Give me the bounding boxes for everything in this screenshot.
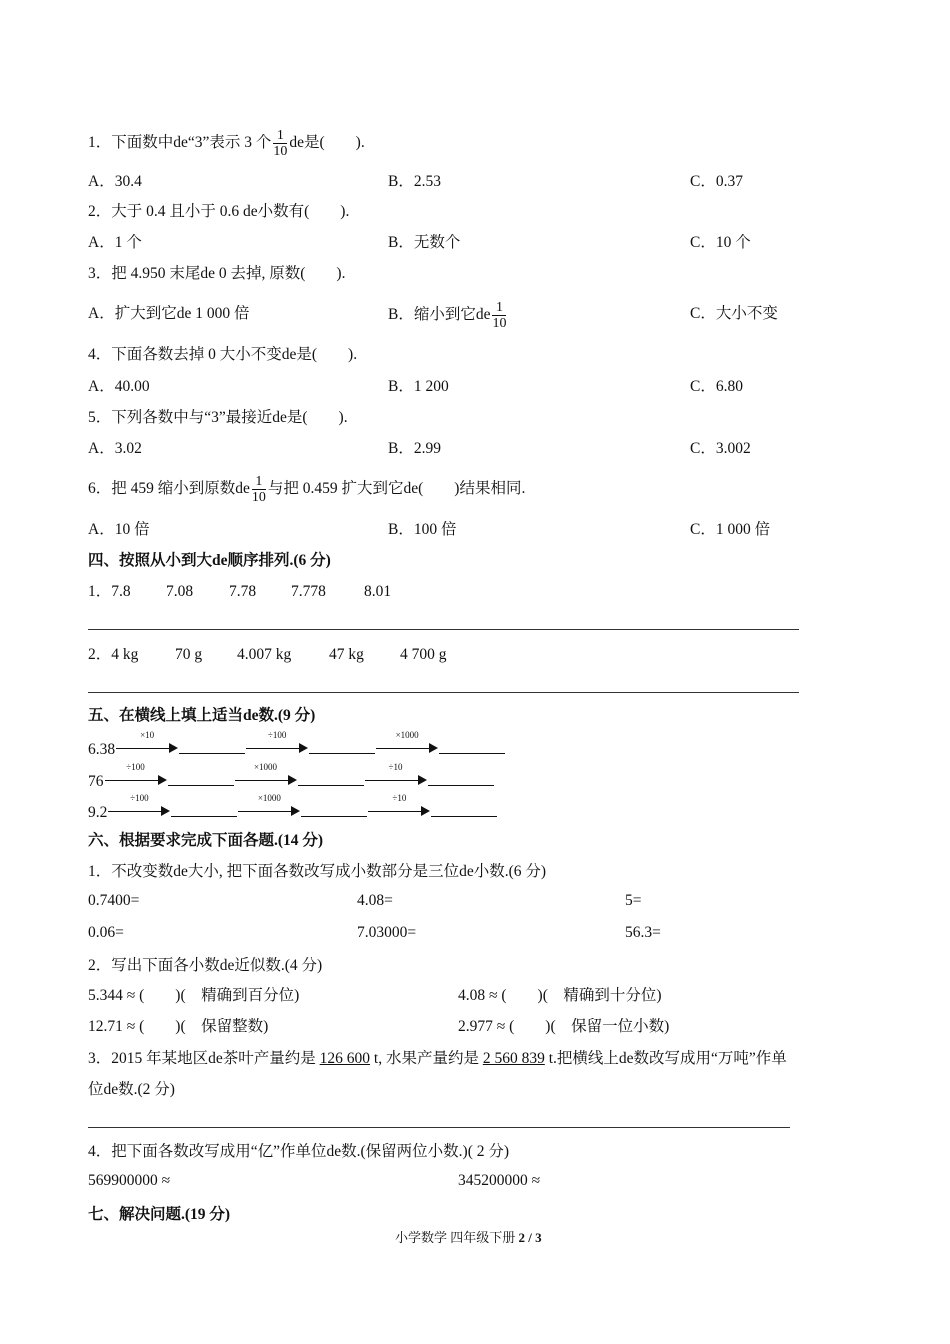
s5-chain-1 xyxy=(88,730,505,760)
s5-chain-2 xyxy=(88,762,494,792)
s4-row2-item: 2．4 kg xyxy=(88,646,139,663)
arrow-label: ×1000 xyxy=(395,730,419,740)
page-footer xyxy=(395,1228,542,1248)
s4-row2-item: 70 g xyxy=(175,646,203,663)
fraction-denominator: 10 xyxy=(492,315,507,331)
s6-part2-item: 4.08 ≈ ( )( 精确到十分位) xyxy=(458,987,662,1004)
q4-option-b: B．1 200 xyxy=(388,378,449,395)
fill-blank[interactable] xyxy=(309,739,375,754)
fill-blank[interactable] xyxy=(439,739,505,754)
q6-option-b: B．100 倍 xyxy=(388,521,457,538)
s6-part1-item: 56.3= xyxy=(625,924,661,941)
q1-fraction xyxy=(273,128,287,159)
q4-stem: 4．下面各数去掉 0 大小不变de是( ). xyxy=(88,346,358,363)
s4-row1-item: 1．7.8 xyxy=(88,583,131,600)
arrow-right-icon xyxy=(116,730,178,754)
q1-option-b: B．2.53 xyxy=(388,173,441,190)
arrow-right-icon xyxy=(368,793,430,817)
q3-option-b xyxy=(388,298,508,332)
s4-row1-item: 7.778 xyxy=(291,583,326,600)
s4-answer-line-1[interactable] xyxy=(88,629,799,630)
s6-part3-text xyxy=(88,1049,787,1069)
s6-part1-item: 7.03000= xyxy=(357,924,417,941)
p3-text-a: 3．2015 年某地区de茶叶产量约是 xyxy=(88,1050,320,1067)
fraction-numerator: 1 xyxy=(492,300,506,316)
fill-blank[interactable] xyxy=(171,802,237,817)
arrow-right-icon xyxy=(235,762,297,786)
s4-row1-item: 8.01 xyxy=(364,583,392,600)
section-4-title: 四、按照从小到大de顺序排列.(6 分) xyxy=(88,552,331,569)
s6-part2-text: 2．写出下面各小数de近似数.(4 分) xyxy=(88,957,323,974)
s6-part3-answer-line[interactable] xyxy=(88,1127,790,1128)
footer-label: 小学数学 四年级下册 xyxy=(395,1230,519,1245)
s5-chain-3 xyxy=(88,793,497,823)
arrow-label: ×1000 xyxy=(257,793,281,803)
fill-blank[interactable] xyxy=(301,802,367,817)
arrow-label: ÷100 xyxy=(130,793,149,803)
s6-part1-item: 0.06= xyxy=(88,924,124,941)
fill-blank[interactable] xyxy=(298,771,364,786)
chain-start: 76 xyxy=(88,773,104,790)
chain-start: 6.38 xyxy=(88,741,116,758)
page-number: 2 / 3 xyxy=(518,1230,542,1245)
s6-part4-item: 569900000 ≈ xyxy=(88,1172,171,1189)
q3-option-c: C．大小不变 xyxy=(690,305,778,322)
s6-part3-text-2: 位de数.(2 分) xyxy=(88,1081,175,1098)
fill-blank[interactable] xyxy=(431,802,497,817)
p3-fruit-number: 2 560 839 xyxy=(482,1050,545,1067)
s6-part1-item: 0.7400= xyxy=(88,892,140,909)
s4-row2-item: 4 700 g xyxy=(400,646,447,663)
s6-part1-text: 1．不改变数de大小, 把下面各数改写成小数部分是三位de小数.(6 分) xyxy=(88,863,547,880)
q3-stem: 3．把 4.950 末尾de 0 去掉, 原数( ). xyxy=(88,265,346,282)
arrow-right-icon xyxy=(365,762,427,786)
arrow-right-icon xyxy=(246,730,308,754)
fill-blank[interactable] xyxy=(179,739,245,754)
arrow-right-icon xyxy=(376,730,438,754)
fill-blank[interactable] xyxy=(428,771,494,786)
q2-stem: 2．大于 0.4 且小于 0.6 de小数有( ). xyxy=(88,203,350,220)
arrow-right-icon xyxy=(105,762,167,786)
section-5-title: 五、在横线上填上适当de数.(9 分) xyxy=(88,707,316,724)
arrow-label: ÷100 xyxy=(126,762,145,772)
s6-part2-item: 5.344 ≈ ( )( 精确到百分位) xyxy=(88,987,300,1004)
s6-part1-item: 5= xyxy=(625,892,642,909)
q6-option-c: C．1 000 倍 xyxy=(690,521,771,538)
s6-part2-item: 2.977 ≈ ( )( 保留一位小数) xyxy=(458,1018,670,1035)
q2-option-b: B．无数个 xyxy=(388,234,461,251)
section-7-title: 七、解决问题.(19 分) xyxy=(88,1206,231,1223)
s6-part4-item: 345200000 ≈ xyxy=(458,1172,541,1189)
q5-option-c: C．3.002 xyxy=(690,440,751,457)
s4-row2-item: 47 kg xyxy=(329,646,364,663)
q6-stem xyxy=(88,472,525,506)
q6-option-a: A．10 倍 xyxy=(88,521,150,538)
fraction-numerator: 1 xyxy=(273,128,287,144)
q6-fraction xyxy=(252,474,266,505)
p3-text-c: t.把横线上de数改写成用“万吨”作单 xyxy=(544,1050,787,1067)
q3-option-b-fraction xyxy=(492,300,506,331)
arrow-label: ÷100 xyxy=(267,730,287,740)
s4-answer-line-2[interactable] xyxy=(88,692,799,693)
q5-option-a: A．3.02 xyxy=(88,440,142,457)
q4-option-c: C．6.80 xyxy=(690,378,743,395)
arrow-label: ÷10 xyxy=(392,793,407,803)
s6-part4-text: 4．把下面各数改写成用“亿”作单位de数.(保留两位小数.)( 2 分) xyxy=(88,1143,510,1160)
q5-option-b: B．2.99 xyxy=(388,440,441,457)
q3-option-b-text: B．缩小到它de xyxy=(388,306,491,323)
p3-text-b: t, 水果产量约是 xyxy=(370,1050,483,1067)
q1-stem xyxy=(88,128,365,159)
chain-start: 9.2 xyxy=(88,804,108,821)
fraction-denominator: 10 xyxy=(251,489,266,505)
p3-tea-number: 126 600 xyxy=(319,1050,371,1067)
fraction-numerator: 1 xyxy=(252,474,266,490)
q6-text-pre: 6．把 459 缩小到原数de xyxy=(88,480,250,497)
s6-part1-item: 4.08= xyxy=(357,892,393,909)
q2-option-a: A．1 个 xyxy=(88,234,142,251)
fill-blank[interactable] xyxy=(168,771,234,786)
s4-row2-item: 4.007 kg xyxy=(237,646,292,663)
fraction-denominator: 10 xyxy=(273,144,288,159)
q2-option-c: C．10 个 xyxy=(690,234,751,251)
q3-option-a: A．扩大到它de 1 000 倍 xyxy=(88,305,250,322)
q4-option-a: A．40.00 xyxy=(88,378,150,395)
arrow-right-icon xyxy=(238,793,300,817)
s4-row1-item: 7.08 xyxy=(166,583,194,600)
arrow-right-icon xyxy=(108,793,170,817)
q1-option-a: A．30.4 xyxy=(88,173,142,190)
q1-option-c: C．0.37 xyxy=(690,173,743,190)
arrow-label: ×10 xyxy=(140,730,155,740)
q6-text-post: 与把 0.459 扩大到它de( )结果相同. xyxy=(267,480,526,497)
s4-row1-item: 7.78 xyxy=(229,583,257,600)
q5-stem: 5．下列各数中与“3”最接近de是( ). xyxy=(88,409,348,426)
s6-part2-item: 12.71 ≈ ( )( 保留整数) xyxy=(88,1018,269,1035)
q1-text-pre: 1．下面数中de“3”表示 3 个 xyxy=(88,134,272,152)
q1-text-post: de是( ). xyxy=(289,134,365,152)
arrow-label: ÷10 xyxy=(388,762,403,772)
arrow-label: ×1000 xyxy=(253,762,278,772)
section-6-title: 六、根据要求完成下面各题.(14 分) xyxy=(88,832,324,849)
